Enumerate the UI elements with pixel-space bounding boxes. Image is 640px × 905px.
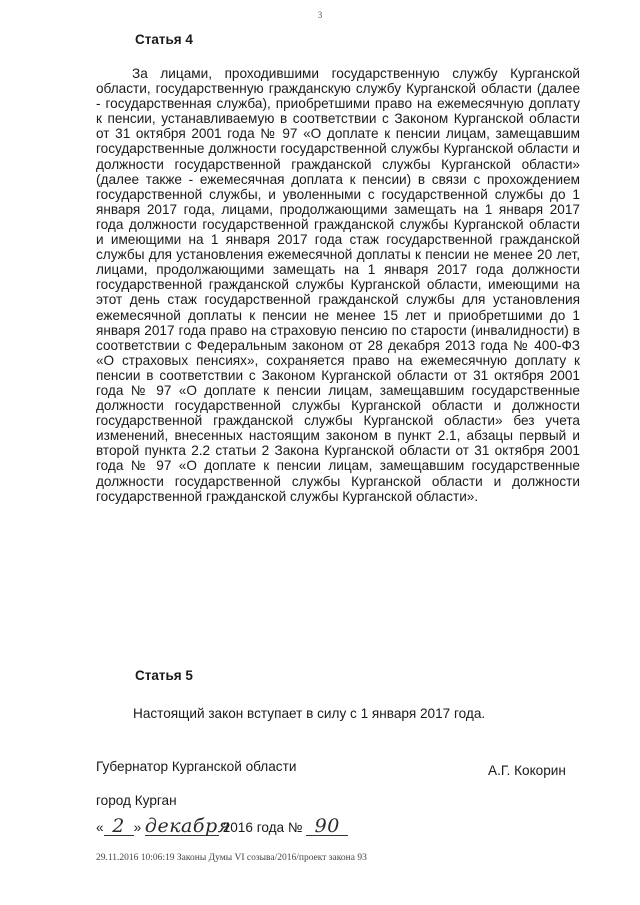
article-5-title: Статья 5 (135, 668, 193, 683)
date-line (96, 817, 348, 836)
footer-file-path: 29.11.2016 10:06:19 Законы Думы VI созыва/2016/проект закона 93 (96, 853, 367, 863)
close-quote: » (133, 820, 142, 835)
page-number: 3 (317, 10, 323, 20)
handwritten-month: декабря (144, 815, 231, 837)
governor-name: А.Г. Кокорин (488, 763, 566, 778)
article-4-title: Статья 4 (135, 32, 193, 47)
handwritten-law-number: 90 (306, 817, 348, 836)
governor-title: Губернатор Курганской области (96, 759, 297, 774)
article-5-text: Настоящий закон вступает в силу с 1 января 2017 года. (133, 706, 486, 721)
handwritten-day: 2 (104, 817, 134, 836)
article-4-text (96, 66, 580, 504)
year-text: 2016 года № (222, 820, 303, 835)
city-line: город Курган (96, 793, 177, 808)
open-quote: « (96, 820, 104, 835)
article-4-body: За лицами, проходившими государственную службу Курганской области, государственную гражданскую службу Курганской области (далее - государственная служба), приобретшими право на ежемесячную доплату к пенсии, устанавливаемую в соответствии с Законом Курганской области от 31 октября 2001 года № 97 «О доплате к пенсии лицам, замещавшим государственные должности государственной службы Курганской области и должности государственной гражданской службы Курганской области» (далее также - ежемесячная доплата к пенсии) в связи с прохождением государственной службы, и уволенными с государственной службы до 1 января 2017 года, лицами, продолжающими замещать на 1 января 2017 года должности государственной гражданской службы Курганской области и имеющими на 1 января 2017 года стаж государственной гражданской службы для установления ежемесячной доплаты к пенсии не менее 20 лет, лицами, продолжающими замещать на 1 января 2017 года должности государственной гражданской службы Курганской области, имеющими на этот день стаж государственной гражданской службы для установления ежемесячной доплаты к пенсии не менее 15 лет и приобретшими до 1 января 2017 года право на страховую пенсию по старости (инвалидности) в соответствии с Федеральным законом от 28 декабря 2013 года № 400-ФЗ «О страховых пенсиях», сохраняется право на ежемесячную доплату к пенсии в соответствии с Законом Курганской области от 31 октября 2001 года № 97 «О доплате к пенсии лицам, замещавшим государственные должности государственной службы Курганской области и должности государственной гражданской службы Курганской области» без учета изменений, внесенных настоящим законом в пункт 2.1, абзацы первый и второй пункта 2.2 статьи 2 Закона Курганской области от 31 октября 2001 года № 97 «О доплате к пенсии лицам, замещавшим государственные должности государственной службы Курганской области и должности государственной гражданской службы Курганской области». (96, 66, 580, 504)
